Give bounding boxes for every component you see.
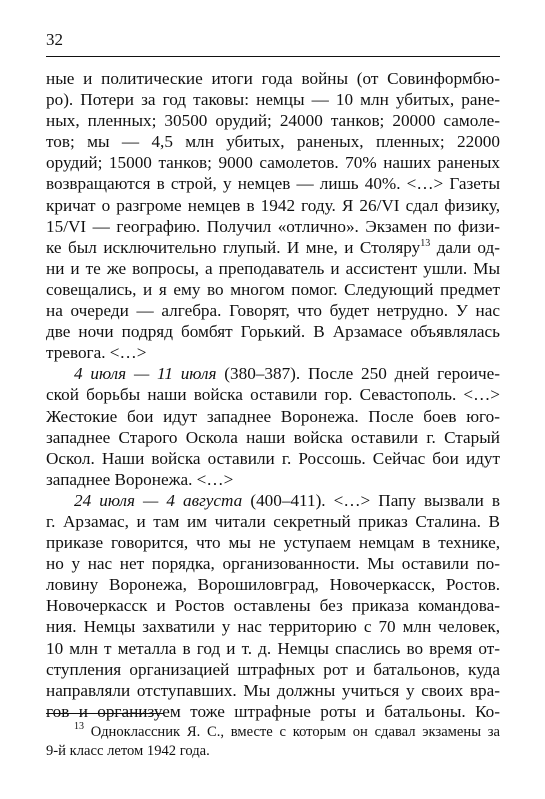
text-segment: (400–411). <…> Папу вызвали в — [250, 490, 501, 510]
text-line: на очереди — алгебра. Говорят, что будет нетрудно. У нас — [46, 301, 500, 321]
text-line: ской борьбы наши войска оставили гор. Севастополь. <…> — [46, 385, 500, 405]
footnote-line: 9-й класс летом 1942 года. — [46, 743, 210, 759]
text-line: ния. Немцы захватили у нас территорию с 70 млн человек, — [46, 617, 500, 637]
footnote-rule — [46, 713, 163, 714]
text-line: орудий; 15000 танков; 9000 самолетов. 70% наших раненых — [46, 153, 500, 173]
text-line: ные и политические итоги года войны (от Совинформбю- — [46, 69, 500, 88]
text-segment: (380–387). После 250 дней героиче- — [224, 364, 500, 384]
text-line: 15/VI — географию. Получил «отлично». Экзамен по физи- — [46, 216, 500, 236]
page-number: 32 — [46, 30, 63, 49]
text-line: Оскол. Наши войска оставили г. Россошь. Сейчас бои идут — [46, 448, 500, 468]
text-line: две ночи подряд бомбят Горький. В Арзамасе объявлялась — [46, 322, 500, 342]
body-text — [46, 68, 500, 722]
text-line: западнее Старого Оскола наши войска оставили г. Старый — [46, 427, 500, 447]
text-line: гов и организуем тоже штрафные роты и батальоны. Ко- — [46, 701, 500, 721]
entry-date: 4 июля — 11 июля — [74, 364, 217, 384]
text-line: кричат о разгроме немцев в 1942 году. Я 26/VI сдал физику, — [46, 195, 500, 215]
text-line: возвращаются в строй, у немцев — лишь 40%. <…> Газеты — [46, 174, 500, 194]
text-line: направляли отступавших. Мы должны учиться у своих вра- — [46, 680, 500, 700]
entry-line — [46, 490, 500, 511]
footnote — [46, 723, 500, 761]
text-line: тов; мы — 4,5 млн убитых, раненых, пленных; 22000 — [46, 132, 500, 152]
text-segment: ке был исключительно глупый. И мне, и Столяру — [46, 237, 421, 257]
text-line: приказе говорится, что мы не уступаем немцам в технике, — [46, 533, 500, 553]
footnote-marker: 13 — [420, 237, 431, 249]
text-line: ных, пленных; 30500 орудий; 24000 танков; 20000 самоле- — [46, 111, 500, 131]
entry-date: 24 июля — 4 августа — [74, 490, 243, 510]
text-line: ни и те же вопросы, а преподаватель и ассистент ушли. Мы — [46, 258, 500, 278]
text-line: Жестокие бои идут западнее Воронежа. После боев юго- — [46, 406, 500, 426]
text-line: г. Арзамас, и там им читали секретный приказ Сталина. В — [46, 511, 500, 531]
text-line — [46, 237, 500, 258]
header-rule — [46, 56, 500, 57]
text-segment: дали од- — [436, 237, 501, 257]
text-line: 10 млн т металла в год и т. д. Немцы спаслись во время от- — [46, 638, 500, 658]
text-line: совещались, и я ему во многом помог. Следующий предмет — [46, 279, 500, 299]
text-line: ступления организацией штрафных рот и батальонов, куда — [46, 659, 500, 679]
text-line: западнее Воронежа. <…> — [46, 469, 234, 489]
text-line: ро). Потери за год таковы: немцы — 10 млн убитых, ране- — [46, 90, 500, 110]
entry-line — [46, 363, 500, 384]
text-line: Новочеркасск и Ростов оставлены без приказа командова- — [46, 596, 500, 616]
text-line: ловину Воронежа, Ворошиловград, Новочеркасск, Ростов. — [46, 575, 500, 595]
footnote-text: Одноклассник Я. С., вместе с которым он сдавал экзамены за — [90, 724, 500, 740]
footnote-line — [46, 723, 500, 742]
text-line: но у нас нет порядка, организованности. Мы оставили по- — [46, 554, 500, 574]
text-line: тревога. <…> — [46, 343, 147, 363]
footnote-number: 13 — [74, 721, 84, 732]
